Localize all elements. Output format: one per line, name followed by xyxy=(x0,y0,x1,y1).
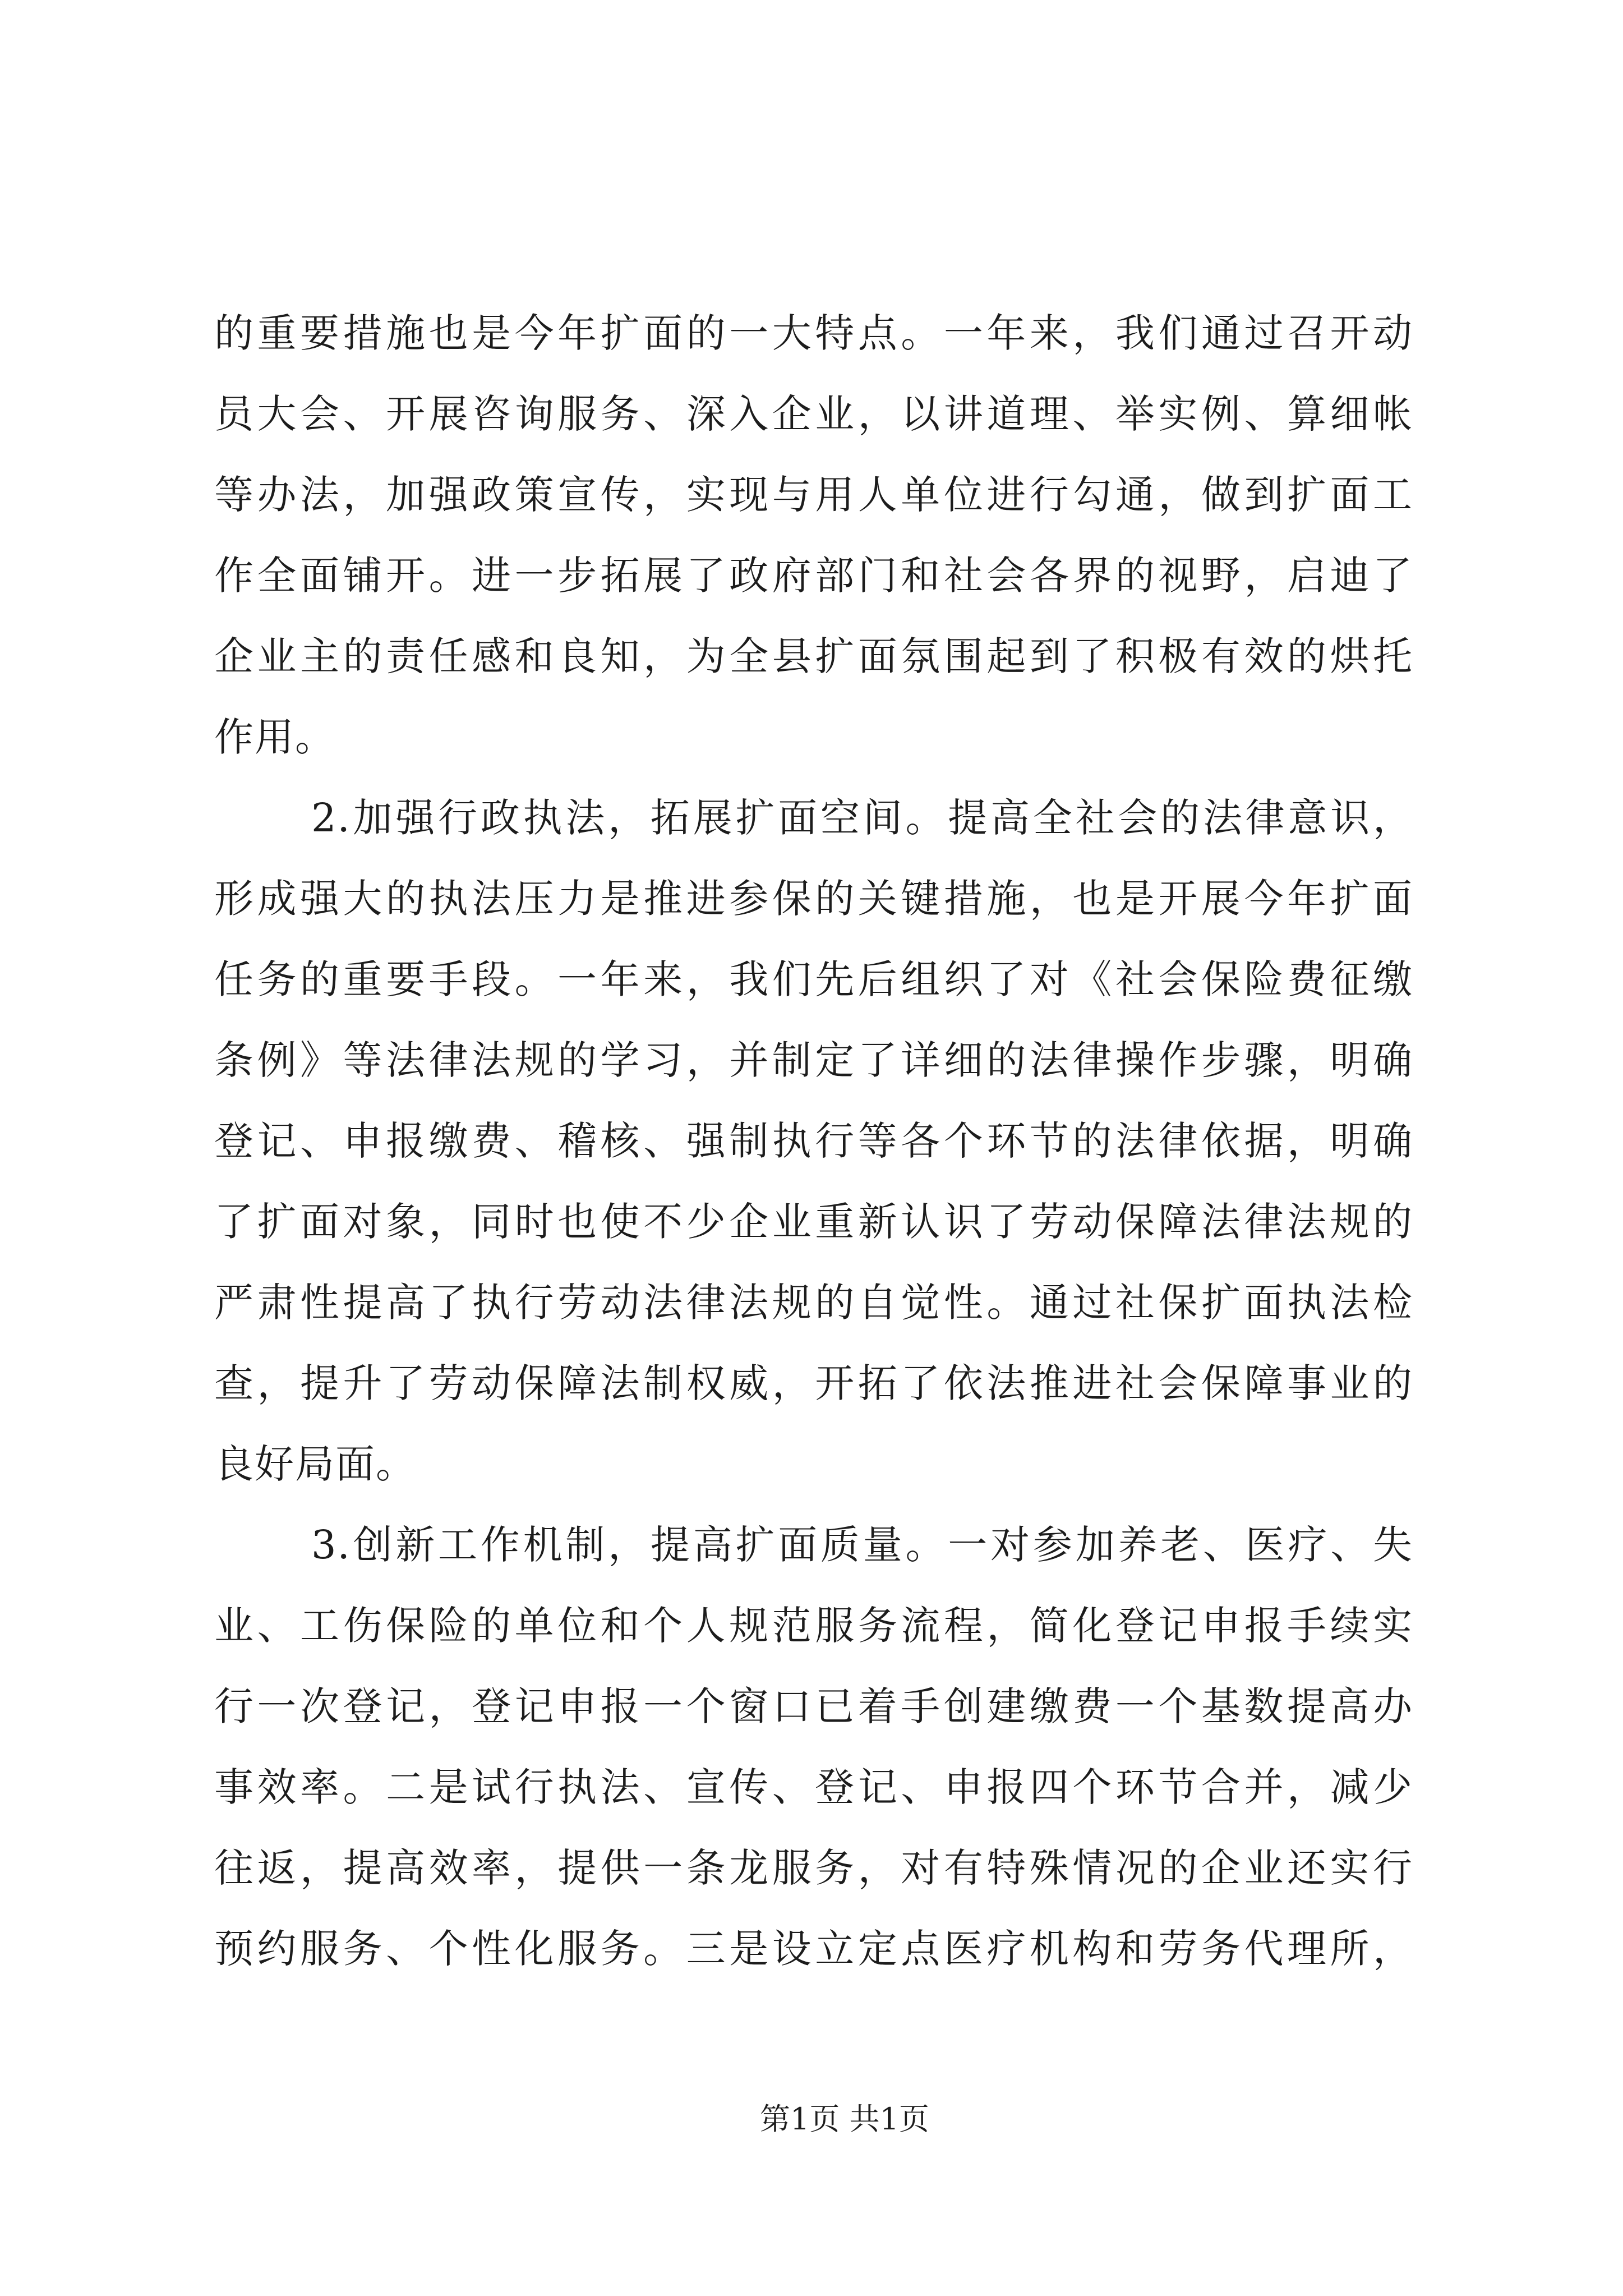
text-line: 作用。 xyxy=(214,714,335,760)
text-line: 行一次登记，登记申报一个窗口已着手创建缴费一个基数提高办 xyxy=(214,1683,1413,1729)
text-line: 严肃性提高了执行劳动法律法规的自觉性。通过社保扩面执法检 xyxy=(214,1280,1413,1326)
text-line: 2.加强行政执法，拓展扩面空间。提高全社会的法律意识， xyxy=(311,795,1413,841)
text-line: 任务的重要手段。一年来，我们先后组织了对《社会保险费征缴 xyxy=(214,956,1413,1002)
paragraph-1 xyxy=(214,293,1413,777)
text-line: 的重要措施也是今年扩面的一大特点。一年来，我们通过召开动 xyxy=(214,310,1413,356)
text-line: 良好局面。 xyxy=(214,1441,416,1487)
text-line: 预约服务、个性化服务。三是设立定点医疗机构和劳务代理所， xyxy=(214,1926,1413,1972)
text-line: 作全面铺开。进一步拓展了政府部门和社会各界的视野，启迪了 xyxy=(214,553,1413,599)
text-line: 事效率。二是试行执法、宣传、登记、申报四个环节合并，减少 xyxy=(214,1764,1413,1810)
text-line: 往返，提高效率，提供一条龙服务，对有特殊情况的企业还实行 xyxy=(214,1845,1413,1891)
paragraph-2 xyxy=(214,777,1413,1504)
text-line: 了扩面对象，同时也使不少企业重新认识了劳动保障法律法规的 xyxy=(214,1199,1413,1245)
text-line: 企业主的责任感和良知，为全县扩面氛围起到了积极有效的烘托 xyxy=(214,633,1413,679)
text-line: 登记、申报缴费、稽核、强制执行等各个环节的法律依据，明确 xyxy=(214,1118,1413,1164)
text-line: 3.创新工作机制，提高扩面质量。一对参加养老、医疗、失 xyxy=(311,1522,1413,1568)
text-line: 条例》等法律法规的学习，并制定了详细的法律操作步骤，明确 xyxy=(214,1037,1413,1083)
text-line: 员大会、开展咨询服务、深入企业，以讲道理、举实例、算细帐 xyxy=(214,391,1413,437)
paragraph-3 xyxy=(214,1504,1413,1989)
text-line: 业、工伤保险的单位和个人规范服务流程，简化登记申报手续实 xyxy=(214,1603,1413,1649)
text-line: 形成强大的执法压力是推进参保的关键措施，也是开展今年扩面 xyxy=(214,876,1413,922)
text-line: 查，提升了劳动保障法制权威，开拓了依法推进社会保障事业的 xyxy=(214,1360,1413,1406)
document-body xyxy=(214,293,1413,1989)
page-footer: 第1页 共1页 xyxy=(760,2101,929,2137)
text-line: 等办法，加强政策宣传，实现与用人单位进行勾通，做到扩面工 xyxy=(214,472,1413,518)
